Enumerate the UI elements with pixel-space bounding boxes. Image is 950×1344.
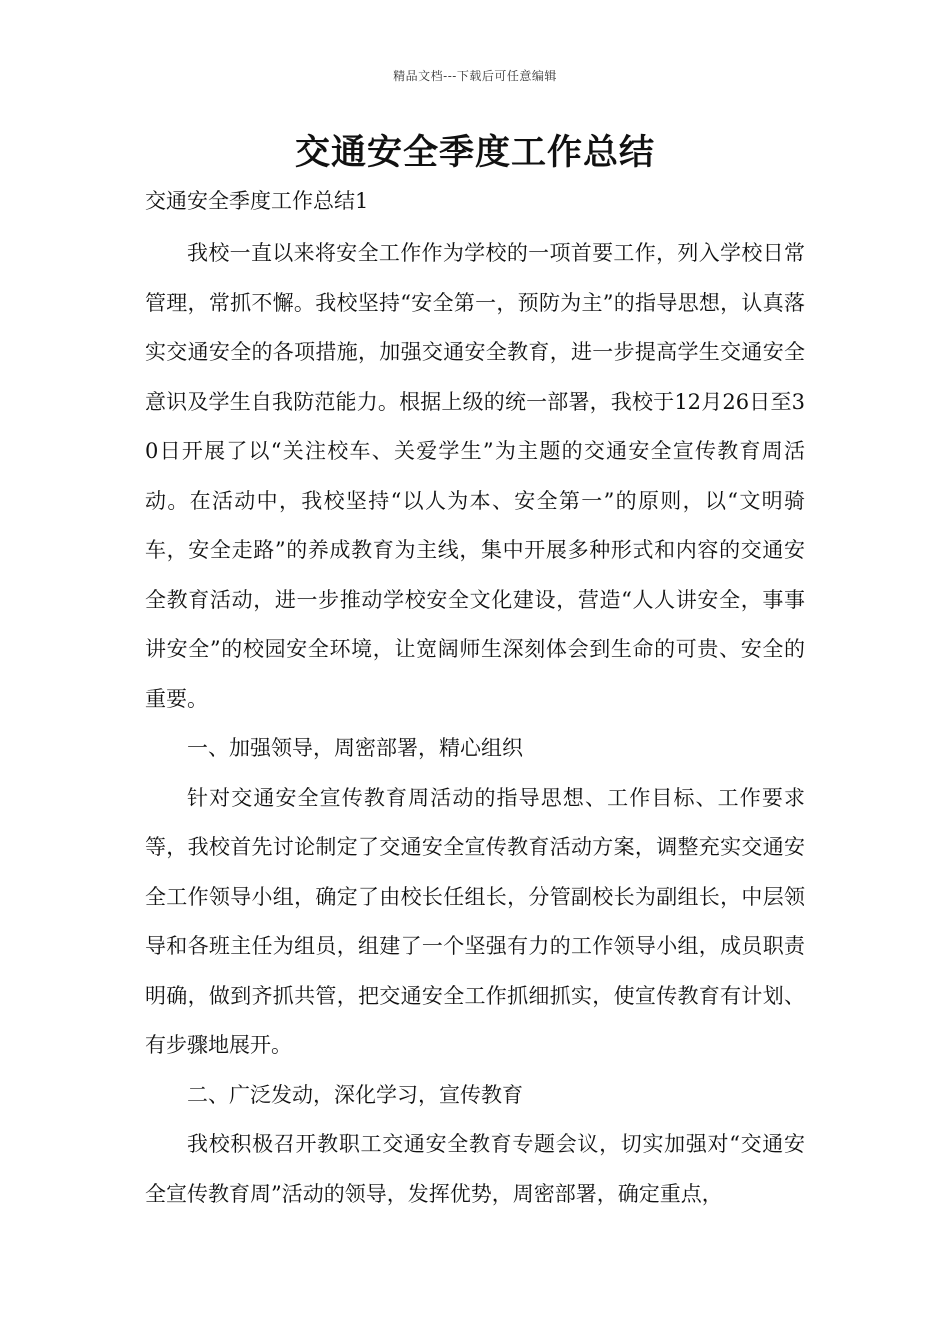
section-heading: 一、加强领导，周密部署，精心组织 (187, 736, 523, 760)
body-paragraph: 我校一直以来将安全工作作为学校的一项首要工作，列入学校日常管理，常抓不懈。我校坚持“安全第一，预防为主”的指导思想，认真落实交通安全的各项措施，加强交通安全教育，进一步提高学生交通安全意识及学生自我防范能力。根据上级的统一部署，我校于12月26日至30日开展了以“关注校车、关爱学生”为主题的交通安全宣传教育周活动。在活动中，我校坚持“以人为本、安全第一”的原则，以“文明骑车，安全走路”的养成教育为主线，集中开展多种形式和内容的交通安全教育活动，进一步推动学校安全文化建设，营造“人人讲安全，事事讲安全”的校园安全环境，让宽阔师生深刻体会到生命的可贵、安全的重要。 (145, 241, 805, 711)
document-body (145, 229, 805, 1219)
body-paragraph: 针对交通安全宣传教育周活动的指导思想、工作目标、工作要求等，我校首先讨论制定了交通安全宣传教育活动方案，调整充实交通安全工作领导小组，确定了由校长任组长，分管副校长为副组长，中层领导和各班主任为组员，组建了一个坚强有力的工作领导小组，成员职责明确，做到齐抓共管，把交通安全工作抓细抓实，使宣传教育有计划、有步骤地展开。 (145, 785, 805, 1057)
section-subtitle: 交通安全季度工作总结1 (145, 189, 369, 213)
body-paragraph: 我校积极召开教职工交通安全教育专题会议，切实加强对“交通安全宣传教育周”活动的领导，发挥优势，周密部署，确定重点， (145, 1132, 805, 1206)
header-note: 精品文档---下载后可任意编辑 (393, 69, 557, 83)
document-title: 交通安全季度工作总结 (294, 133, 655, 173)
section-heading: 二、广泛发动，深化学习，宣传教育 (187, 1082, 523, 1107)
